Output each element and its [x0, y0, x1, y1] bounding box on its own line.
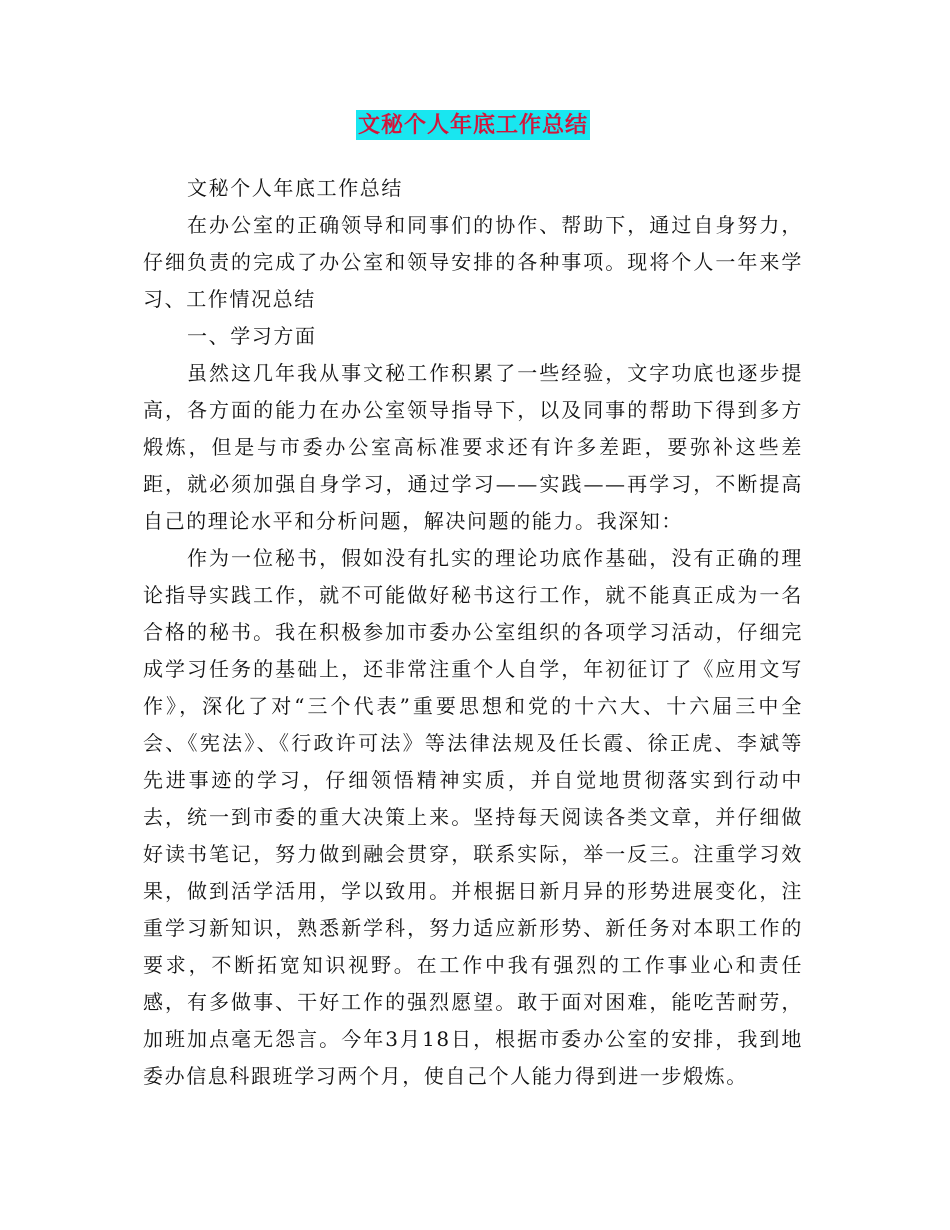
intro-paragraph: 在办公室的正确领导和同事们的协作、帮助下，通过自身努力，仔细负责的完成了办公室和领导安排的各种事项。现将个人一年来学习、工作情况总结: [143, 213, 803, 311]
body-paragraph: 作为一位秘书，假如没有扎实的理论功底作基础，没有正确的理论指导实践工作，就不可能做好秘书这行工作，就不能真正成为一名合格的秘书。我在积极参加市委办公室组织的各项学习活动，仔细完成学习任务的基础上，还非常注重个人自学，年初征订了《应用文写作》，深化了对“三个代表”重要思想和党的十六大、十六届三中全会、《宪法》、《行政许可法》等法律法规及任长霞、徐正虎、李斌等先进事迹的学习，仔细领悟精神实质，并自觉地贯彻落实到行动中去，统一到市委的重大决策上来。坚持每天阅读各类文章，并仔细做好读书笔记，努力做到融会贯穿，联系实际，举一反三。注重学习效果，做到活学活用，学以致用。并根据日新月异的形势进展变化，注重学习新知识，熟悉新学科，努力适应新形势、新任务对本职工作的要求，不断拓宽知识视野。在工作中我有强烈的工作事业心和责任感，有多做事、干好工作的强烈愿望。敢于面对困难，能吃苦耐劳，加班加点毫无怨言。今年3月18日，根据市委办公室的安排，我到地委办信息科跟班学习两个月，使自己个人能力得到进一步煅炼。: [143, 546, 803, 1088]
section-heading-study: 一、学习方面: [187, 324, 317, 348]
document-page: [143, 110, 803, 1095]
subtitle-paragraph: 文秘个人年底工作总结: [187, 176, 403, 200]
document-title: 文秘个人年底工作总结: [357, 112, 588, 138]
title-container: [143, 110, 803, 146]
body-paragraph: 虽然这几年我从事文秘工作积累了一些经验，文字功底也逐步提高，各方面的能力在办公室领导指导下，以及同事的帮助下得到多方煅炼，但是与市委办公室高标准要求还有许多差距，要弥补这些差距，就必须加强自身学习，通过学习——实践——再学习，不断提高自己的理论水平和分析问题，解决问题的能力。我深知：: [143, 361, 803, 533]
